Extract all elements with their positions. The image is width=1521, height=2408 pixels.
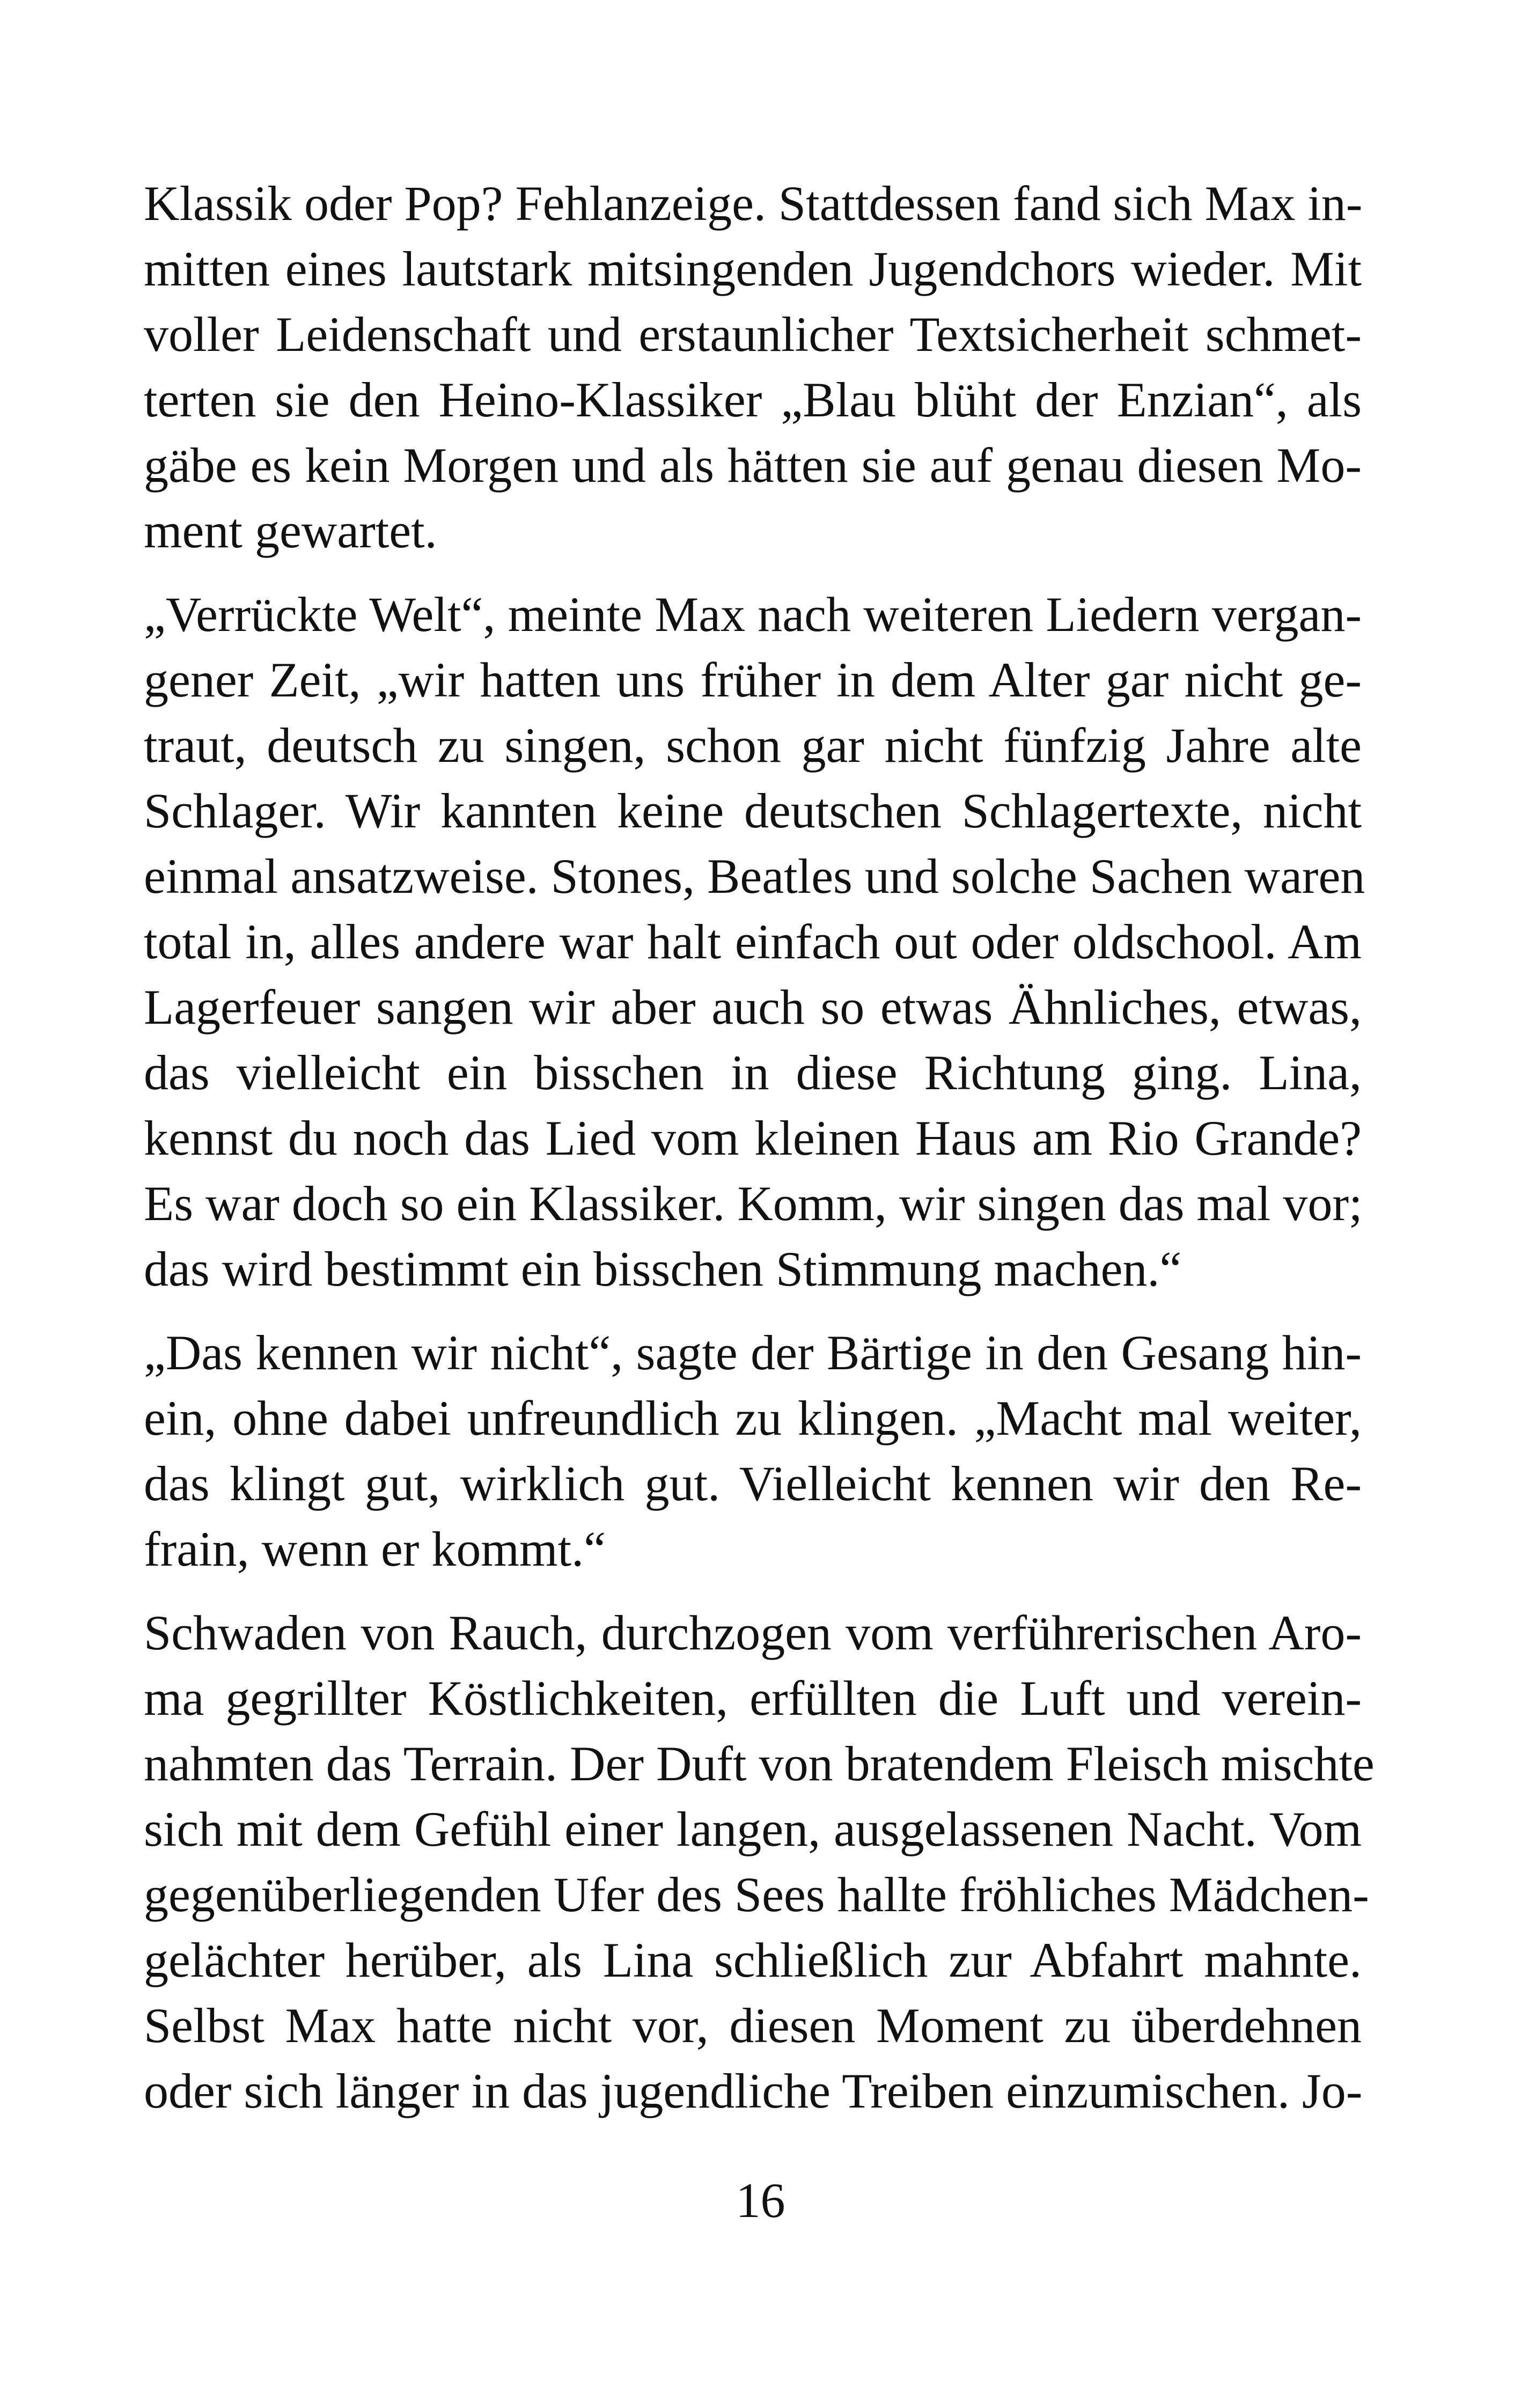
text-line: traut, deutsch zu singen, schon gar nicht fünfzig Jahre alte xyxy=(144,718,1362,773)
text-line: frain, wenn er kommt.“ xyxy=(144,1522,606,1576)
text-line: Schlager. Wir kannten keine deutschen Schlagertexte, nicht xyxy=(144,783,1362,838)
text-line: Lagerfeuer sangen wir aber auch so etwas Ähnliches, etwas, xyxy=(144,980,1362,1034)
text-line: das vielleicht ein bisschen in diese Richtung ging. Lina, xyxy=(144,1045,1362,1100)
text-line: kennst du noch das Lied vom kleinen Haus am Rio Grande? xyxy=(144,1111,1362,1165)
text-line: total in, alles andere war halt einfach out oder oldschool. Am xyxy=(144,914,1362,969)
text-line: ment gewartet. xyxy=(144,503,437,558)
text-line: Es war doch so ein Klassiker. Komm, wir singen das mal vor; xyxy=(144,1176,1363,1231)
text-line: Klassik oder Pop? Fehlanzeige. Stattdessen fand sich Max in- xyxy=(144,176,1363,231)
text-line: oder sich länger in das jugendliche Treiben einzumischen. Jo- xyxy=(144,2064,1363,2118)
text-line: das klingt gut, wirklich gut. Vielleicht kennen wir den Re- xyxy=(144,1456,1362,1511)
text-line: das wird bestimmt ein bisschen Stimmung machen.“ xyxy=(144,1242,1182,1296)
paragraph-1 xyxy=(144,171,1362,563)
page-number: 16 xyxy=(736,2173,785,2228)
text-line: gegenüberliegenden Ufer des Sees hallte fröhliches Mädchen- xyxy=(144,1867,1369,1922)
text-line: Schwaden von Rauch, durchzogen vom verführerischen Aro- xyxy=(144,1605,1362,1660)
text-line: Selbst Max hatte nicht vor, diesen Moment zu überdehnen xyxy=(144,1998,1362,2053)
text-line: ein, ohne dabei unfreundlich zu klingen. „Macht mal weiter, xyxy=(144,1391,1362,1445)
text-line: nahmten das Terrain. Der Duft von bratendem Fleisch mischte xyxy=(144,1736,1375,1791)
text-line: „Das kennen wir nicht“, sagte der Bärtige in den Gesang hin- xyxy=(144,1325,1362,1380)
paragraph-4 xyxy=(144,1600,1375,2124)
text-line: einmal ansatzweise. Stones, Beatles und solche Sachen waren xyxy=(144,849,1365,904)
text-line: „Verrückte Welt“, meinte Max nach weiteren Liedern vergan- xyxy=(144,587,1362,642)
text-line: voller Leidenschaft und erstaunlicher Textsicherheit schmet- xyxy=(144,307,1362,362)
text-line: terten sie den Heino-Klassiker „Blau blüht der Enzian“, als xyxy=(144,372,1362,427)
text-line: gäbe es kein Morgen und als hätten sie auf genau diesen Mo- xyxy=(144,438,1362,493)
text-line: gener Zeit, „wir hatten uns früher in dem Alter gar nicht ge- xyxy=(144,652,1362,707)
text-line: gelächter herüber, als Lina schließlich zur Abfahrt mahnte. xyxy=(144,1933,1362,1987)
text-line: ma gegrillter Köstlichkeiten, erfüllten die Luft und verein- xyxy=(144,1671,1362,1726)
text-line: mitten eines lautstark mitsingenden Jugendchors wieder. Mit xyxy=(144,241,1362,296)
text-line: sich mit dem Gefühl einer langen, ausgelassenen Nacht. Vom xyxy=(144,1802,1362,1856)
paragraph-2 xyxy=(144,582,1365,1302)
body-text xyxy=(144,171,1375,2124)
paragraph-3 xyxy=(144,1320,1362,1582)
